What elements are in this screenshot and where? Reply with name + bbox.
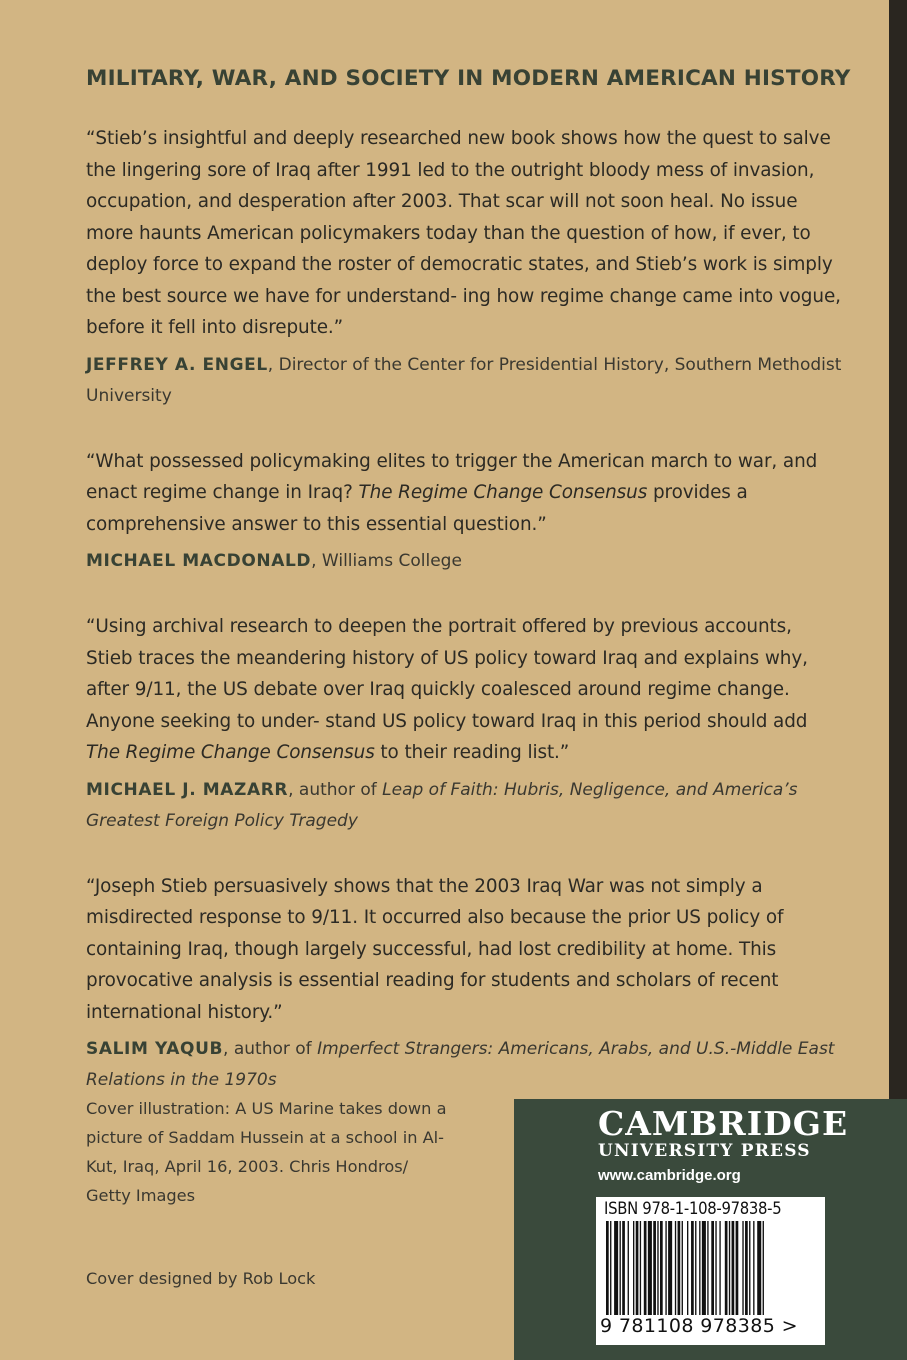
barcode-bar (636, 1221, 639, 1315)
blurb-4 (86, 871, 842, 1097)
blurb-attribution (86, 546, 842, 577)
cover-illustration-credit: Cover illustration: A US Marine takes down a picture of Saddam Hussein at a school in Al-Kut, Iraq, April 16, 2003. Chris Hondros/ Getty Images (86, 1099, 447, 1205)
barcode-bar (620, 1221, 621, 1315)
barcode-bar (610, 1221, 611, 1315)
barcode-bar (640, 1221, 641, 1315)
blurb-2 (86, 446, 842, 578)
barcode-bar (763, 1221, 764, 1315)
blurb-quote (86, 446, 842, 541)
barcode-bar (691, 1221, 694, 1315)
barcode-bar (657, 1221, 658, 1315)
barcode-bar (678, 1221, 681, 1315)
blurb-attribution (86, 350, 842, 412)
isbn-label: ISBN 978-1-108-97838-5 (604, 1199, 782, 1218)
barcode-bar (675, 1221, 676, 1315)
book-title: The Regime Change Consensus (86, 742, 375, 763)
blurb-attribution (86, 1034, 842, 1096)
barcode-icon (606, 1221, 816, 1315)
book-title: The Regime Change Consensus (358, 482, 648, 503)
reviewer-name: JEFFREY A. ENGEL (86, 354, 268, 375)
barcode-bar (668, 1221, 672, 1315)
blurb-3 (86, 611, 842, 837)
reviewer-work: Leap of Faith: Hubris, Negligence, and America’s Greatest Foreign Policy Tragedy (86, 779, 798, 831)
barcode-bar (711, 1221, 714, 1315)
blurb-quote (86, 611, 842, 769)
cover-designer-credit: Cover designed by Rob Lock (86, 1269, 316, 1288)
barcode-bar (729, 1221, 730, 1315)
publisher-name: CAMBRIDGE (598, 1104, 849, 1143)
barcode-bar (614, 1221, 618, 1315)
quote-text: to their reading list.” (374, 742, 570, 763)
barcode-panel (596, 1197, 825, 1345)
publisher-press: UNIVERSITY PRESS (598, 1141, 811, 1161)
reviewer-affiliation: , author of (223, 1039, 318, 1059)
barcode-bar (695, 1221, 696, 1315)
back-cover-content (86, 66, 851, 1130)
reviewer-affiliation: , author of (288, 779, 383, 800)
barcode-bar (732, 1221, 735, 1315)
blurb-quote: “Joseph Stieb persuasively shows that the 2003 Iraq War was not simply a misdirected response to 9/11. It occurred also because the prior US policy of containing Iraq, though largely successful, had lost credibility at home. This provocative analysis is essential reading for students and scholars of recent international history.” (86, 875, 784, 1023)
barcode-bar (687, 1221, 688, 1315)
barcode-bar (719, 1221, 720, 1315)
barcode-bar (699, 1221, 700, 1315)
barcode-bar (633, 1221, 634, 1315)
barcode-digits: 9 781108 978385 > (600, 1315, 798, 1337)
barcode-bar (628, 1221, 629, 1315)
barcode-bar (753, 1221, 754, 1315)
publisher-box (514, 1099, 907, 1360)
reviewer-affiliation: , Williams College (311, 551, 462, 571)
quote-text: “Using archival research to deepen the portrait offered by previous accounts, Stieb traces the meandering history of US policy toward Iraq and explains why, after 9/11, the US debate over Iraq quickly coalesced around regime change. Anyone seeking to under- stand US policy toward Iraq in this period should add (86, 616, 808, 732)
barcode-bar (702, 1221, 706, 1315)
barcode-bar (622, 1221, 625, 1315)
blurb-1 (86, 123, 842, 412)
reviewer-name: MICHAEL J. MAZARR (86, 779, 289, 800)
barcode-bar (665, 1221, 666, 1315)
reviewer-name: SALIM YAQUB (86, 1039, 224, 1059)
reviewer-work: Imperfect Strangers: Americans, Arabs, and U.S.-Middle East Relations in the 1970s (86, 1039, 835, 1090)
barcode-bar (644, 1221, 647, 1315)
barcode-bar (749, 1221, 750, 1315)
barcode-bar (653, 1221, 656, 1315)
barcode-bar (757, 1221, 761, 1315)
reviewer-affiliation: , Director of the Center for Presidential History, Southern Methodist University (86, 354, 842, 406)
barcode-bar (660, 1221, 663, 1315)
barcode-bar (606, 1221, 609, 1315)
blurb-quote: “Stieb’s insightful and deeply researched new book shows how the quest to salve the lingering sore of Iraq after 1991 led to the outright bloody mess of invasion, occupation, and desperation after 2003. That scar will not soon heal. No issue more haunts American policymakers today than the question of how, if ever, to deploy force to expand the roster of democratic states, and Stieb’s work is simply the best source we have for understand- ing how regime change came into vogue, before it fell into disrepute.” (86, 128, 841, 338)
blurb-attribution (86, 775, 842, 837)
barcode-bar (707, 1221, 708, 1315)
publisher-url: www.cambridge.org (598, 1167, 741, 1184)
barcode-bar (648, 1221, 652, 1315)
reviewer-name: MICHAEL MACDONALD (86, 551, 312, 571)
barcode-bar (736, 1221, 739, 1315)
quote-text: “What possessed policymaking elites to trigger the American march to war, and enact regime change in Iraq? (86, 450, 818, 503)
barcode-bar (682, 1221, 683, 1315)
barcode-bar (742, 1221, 743, 1315)
barcode-bar (745, 1221, 748, 1315)
quote-text: provides a comprehensive answer to this essential question.” (86, 482, 748, 535)
barcode-bar (725, 1221, 728, 1315)
barcode-bar (715, 1221, 716, 1315)
series-title: MILITARY, WAR, AND SOCIETY IN MODERN AMERICAN HISTORY (86, 66, 851, 91)
